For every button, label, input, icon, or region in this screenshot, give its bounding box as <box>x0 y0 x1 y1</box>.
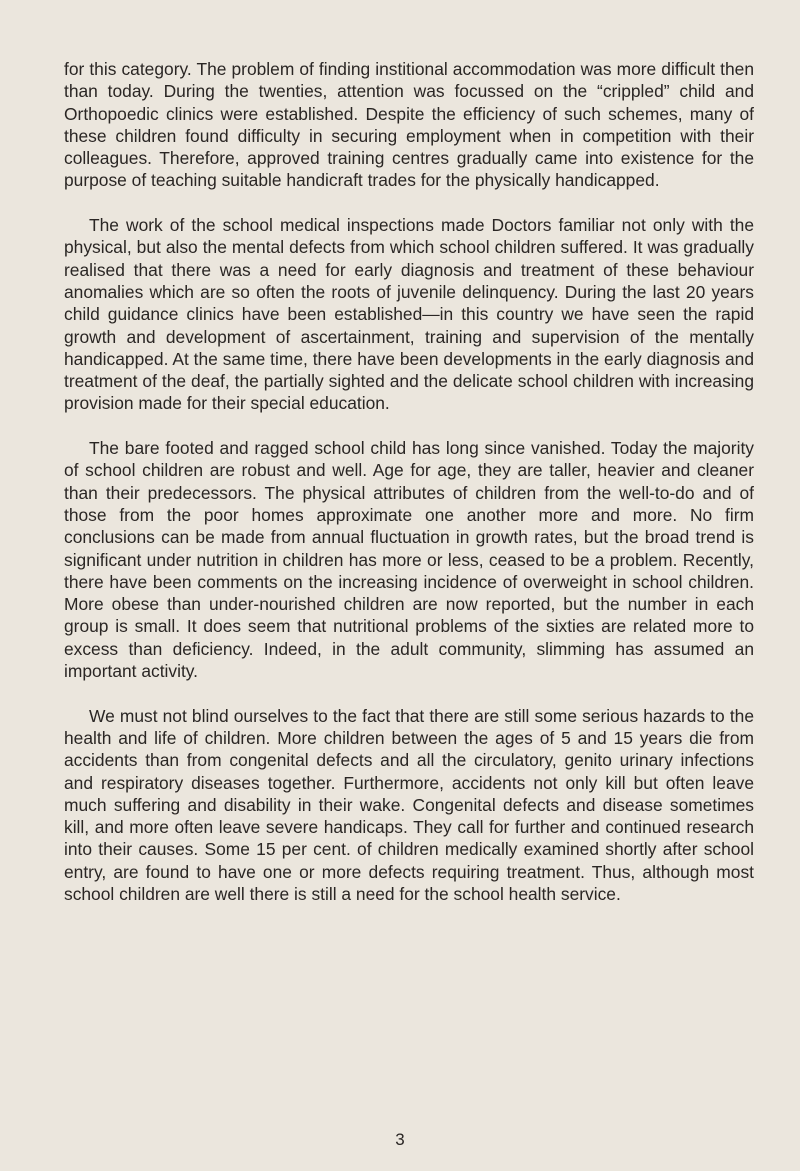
paragraph-2: The work of the school medical inspections made Doctors familiar not only with the physical, but also the mental defects from which school children suffered. It was gradually realised that there was a need for early diagnosis and treatment of these behaviour anomalies which are so often the roots of juvenile delinquency. During the last 20 years child guidance clinics have been established—in this country we have seen the rapid growth and development of ascertainment, training and supervision of the mentally handicapped. At the same time, there have been developments in the early diagnosis and treatment of the deaf, the partially sighted and the delicate school children with increasing provision made for their special education. <box>64 215 754 414</box>
body-text <box>64 58 754 928</box>
paragraph-3: The bare footed and ragged school child has long since vanished. Today the majority of school children are robust and well. Age for age, they are taller, heavier and cleaner than their predecessors. The physical attributes of children from the well-to-do and of those from the poor homes approximate one another more and more. No firm conclusions can be made from annual fluctuation in growth rates, but the broad trend is significant under nutrition in children has more or less, ceased to be a problem. Recently, there have been comments on the increasing incidence of overweight in school children. More obese than under-nourished children are now reported, but the number in each group is small. It does seem that nutritional problems of the sixties are related more to excess than deficiency. Indeed, in the adult community, slimming has assumed an important activity. <box>64 438 754 682</box>
page-number: 3 <box>395 1130 405 1149</box>
paragraph-4: We must not blind ourselves to the fact that there are still some serious hazards to the health and life of children. More children between the ages of 5 and 15 years die from accidents than from congenital defects and all the circulatory, genito urinary infections and respiratory diseases together. Furthermore, accidents not only kill but often leave much suffering and disability in their wake. Congenital defects and disease sometimes kill, and more often leave severe handicaps. They call for further and continued research into their causes. Some 15 per cent. of children medically examined shortly after school entry, are found to have one or more defects requiring treatment. Thus, although most school children are well there is still a need for the school health service. <box>64 705 754 904</box>
paragraph-1: for this category. The problem of finding institional accommodation was more difficult then than today. During the twenties, attention was focussed on the “crippled” child and Orthopoedic clinics were established. Despite the efficiency of such schemes, many of these children found difficulty in securing employment when in competition with their colleagues. Therefore, approved training centres gradually came into existence for the purpose of teaching suitable handicraft trades for the physically handicapped. <box>64 59 754 191</box>
